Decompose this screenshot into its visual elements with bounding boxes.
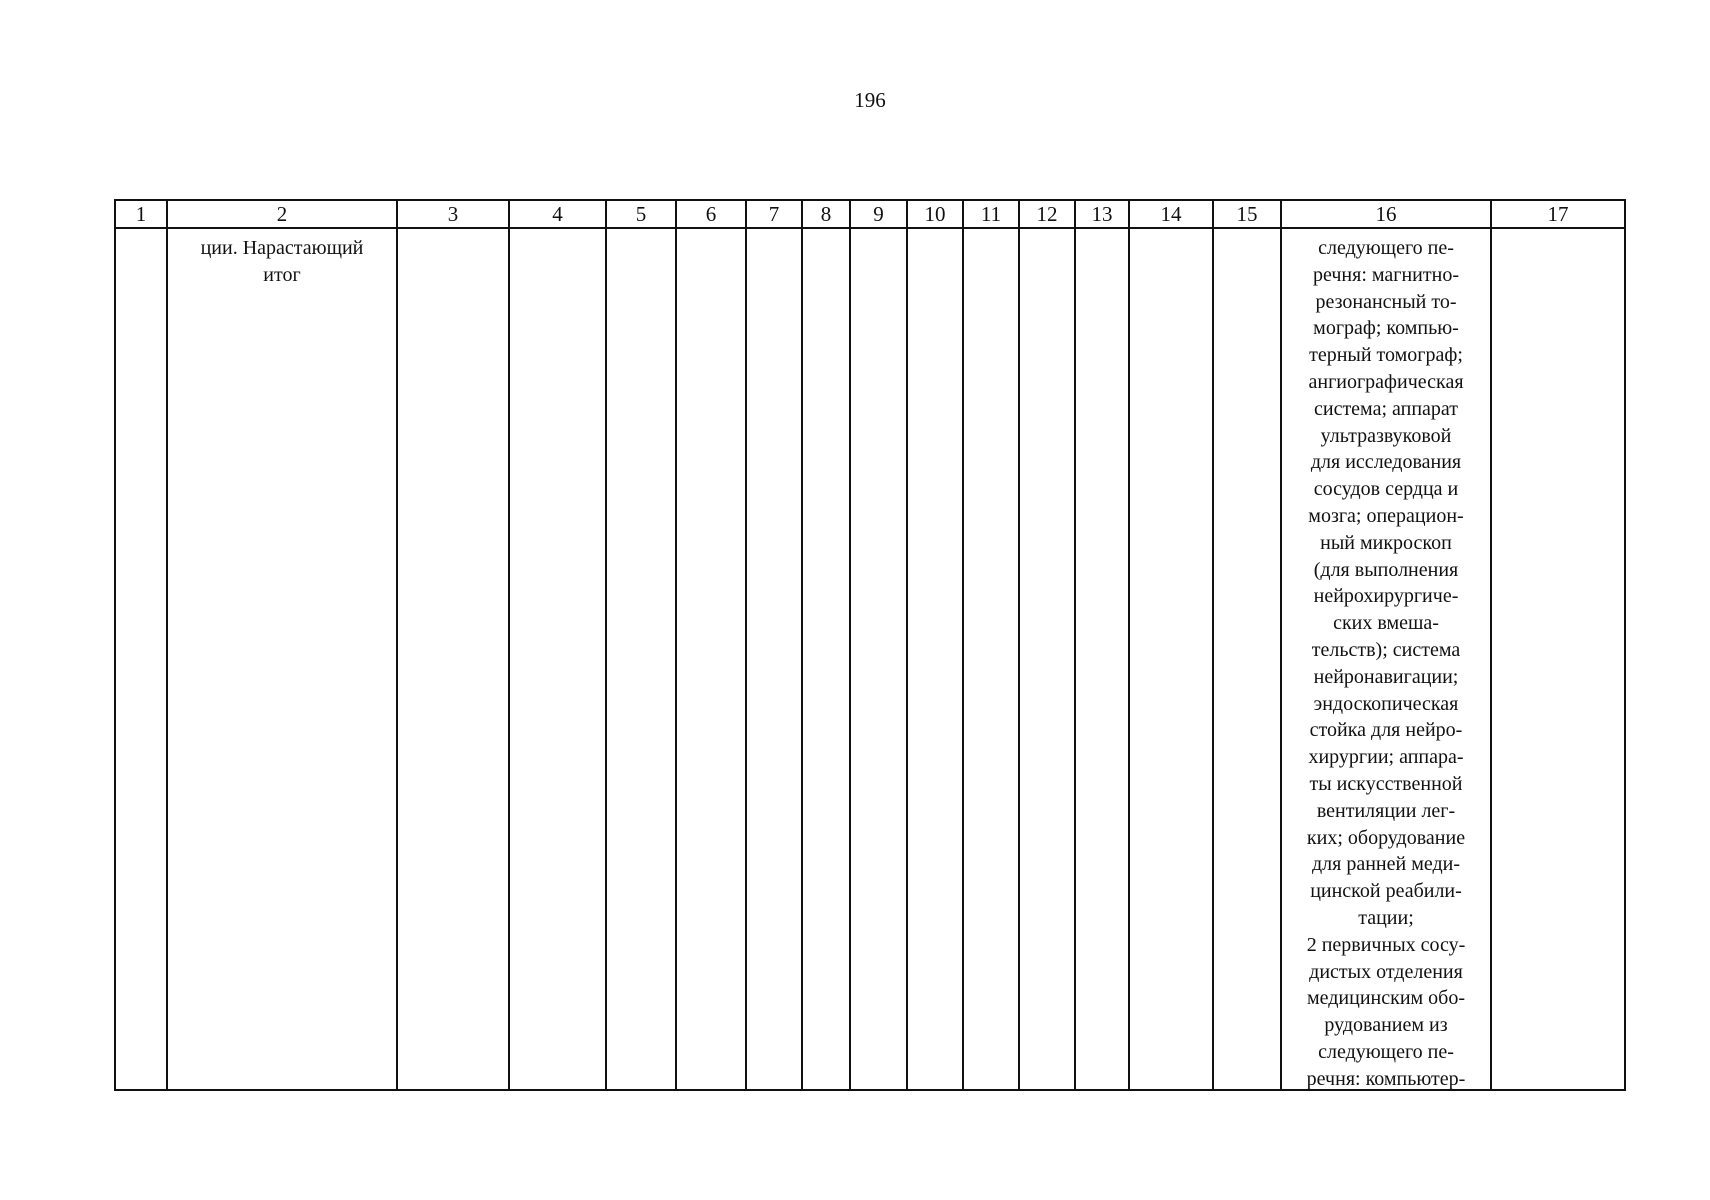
- col-header-12: 12: [1019, 200, 1075, 228]
- col-header-17: 17: [1491, 200, 1625, 228]
- cell-text: [1020, 229, 1074, 1089]
- data-table: [114, 199, 1626, 1091]
- cell-text: [116, 229, 166, 1089]
- cell-col-3: [397, 228, 509, 1090]
- cell-text: [607, 229, 675, 1089]
- cell-col-2: [167, 228, 397, 1090]
- cell-text: [398, 229, 508, 1089]
- cell-text: [510, 229, 605, 1089]
- cell-col-11: [963, 228, 1019, 1090]
- cell-text: [1492, 229, 1624, 1089]
- col-header-2: 2: [167, 200, 397, 228]
- cell-col-15: [1213, 228, 1281, 1090]
- table-row: [115, 228, 1625, 1090]
- col-header-11: 11: [963, 200, 1019, 228]
- cell-text: [908, 229, 962, 1089]
- col-header-7: 7: [746, 200, 802, 228]
- cell-col-8: [802, 228, 850, 1090]
- col-header-1: 1: [115, 200, 167, 228]
- cell-col-9: [850, 228, 907, 1090]
- cell-col-12: [1019, 228, 1075, 1090]
- cell-text: [851, 229, 906, 1089]
- cell-text: следующего пе- речня: магнитно- резонансный то- мограф; компью- терный томограф; ангиографическая система; аппарат ультразвуковой для исследования сосудов сердца и мозга; операцион- ный микроскоп (для выполнения нейрохирургиче- ских вмеша- тельств); система нейронавигации; эндоскопическая стойка для нейро- хирургии; аппара- ты искусственной вентиляции лег- ких; оборудование для ранней меди- цинской реабили- тации; 2 первичных сосу- дистых отделения медицинским обо- рудованием из следующего пе- речня: компьютер-: [1306, 237, 1466, 1089]
- col-header-9: 9: [850, 200, 907, 228]
- cell-col-4: [509, 228, 606, 1090]
- cell-text: [803, 229, 849, 1089]
- col-header-10: 10: [907, 200, 963, 228]
- col-header-16: 16: [1281, 200, 1491, 228]
- cell-col-10: [907, 228, 963, 1090]
- col-header-14: 14: [1129, 200, 1213, 228]
- cell-col-7: [746, 228, 802, 1090]
- cell-text: ции. Нарастающий итог: [200, 237, 364, 286]
- col-header-13: 13: [1075, 200, 1129, 228]
- header-row: [115, 200, 1625, 228]
- cell-col-13: [1075, 228, 1129, 1090]
- col-header-8: 8: [802, 200, 850, 228]
- cell-col-6: [676, 228, 746, 1090]
- col-header-4: 4: [509, 200, 606, 228]
- cell-text: [747, 229, 801, 1089]
- cell-text: [1130, 229, 1212, 1089]
- col-header-6: 6: [676, 200, 746, 228]
- cell-text: [1214, 229, 1280, 1089]
- col-header-5: 5: [606, 200, 676, 228]
- cell-text: [1076, 229, 1128, 1089]
- col-header-15: 15: [1213, 200, 1281, 228]
- page-number: 196: [854, 88, 886, 112]
- col-header-3: 3: [397, 200, 509, 228]
- cell-col-5: [606, 228, 676, 1090]
- cell-text: [677, 229, 745, 1089]
- cell-col-1: [115, 228, 167, 1090]
- cell-col-17: [1491, 228, 1625, 1090]
- cell-col-14: [1129, 228, 1213, 1090]
- cell-text: [964, 229, 1018, 1089]
- cell-col-16: [1281, 228, 1491, 1090]
